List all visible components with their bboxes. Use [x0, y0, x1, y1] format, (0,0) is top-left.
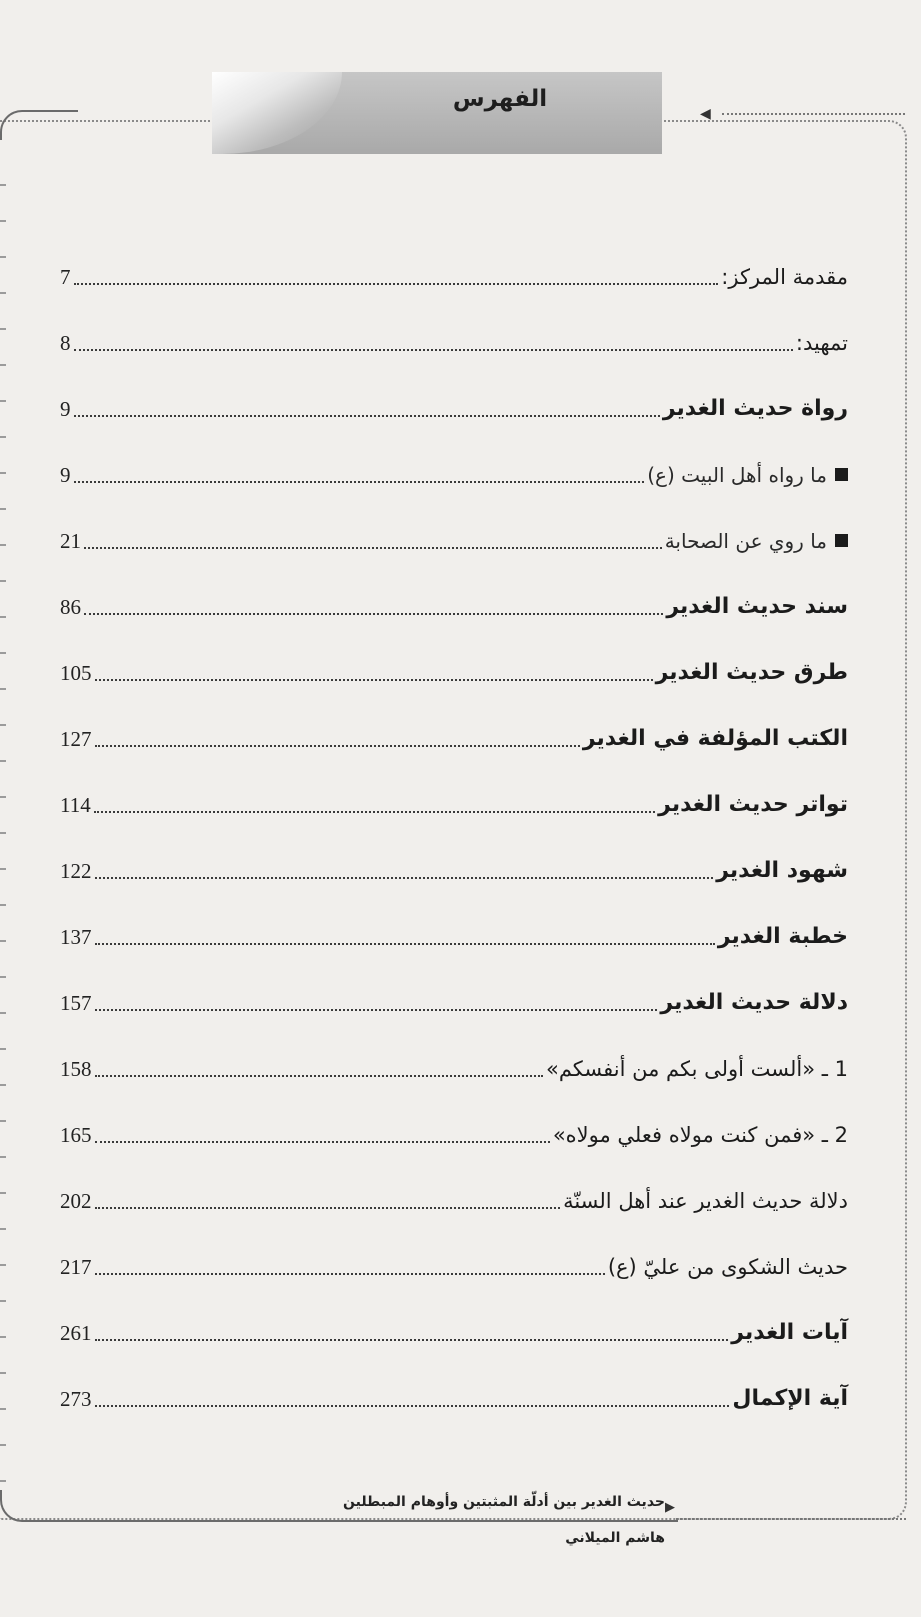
- toc-row[interactable]: [60, 908, 848, 952]
- toc-entry-title: مقدمة المركز:: [721, 265, 848, 289]
- toc-row[interactable]: [60, 1172, 848, 1216]
- toc-entry-title: دلالة حديث الغدير: [660, 990, 848, 1015]
- toc-entry-title: آيات الغدير: [731, 1320, 848, 1345]
- toc-row[interactable]: [60, 1040, 848, 1084]
- toc-entry-title: تواتر حديث الغدير: [658, 792, 848, 817]
- toc-page-number: 261: [60, 1321, 92, 1345]
- page-title: الفهرس: [452, 86, 548, 112]
- dot-leader: [74, 414, 660, 417]
- toc-entry-title: [665, 526, 848, 556]
- dot-leader: [84, 546, 662, 549]
- toc-page-number: 217: [60, 1255, 92, 1279]
- toc-entry-title: 2 ـ «فمن كنت مولاه فعلي مولاه»: [552, 1123, 848, 1147]
- dotted-leader: [722, 113, 905, 115]
- dot-leader: [84, 612, 663, 615]
- toc-entry-title: سند حديث الغدير: [666, 594, 848, 619]
- toc-page-number: 165: [60, 1123, 92, 1147]
- frame-corner-top: [0, 110, 78, 140]
- dot-leader: [95, 744, 580, 747]
- toc-row[interactable]: [60, 512, 848, 556]
- footer-pointer: [676, 1511, 906, 1527]
- toc-page-number: 137: [60, 925, 92, 949]
- square-bullet-icon: [835, 468, 848, 481]
- dot-leader: [95, 1338, 729, 1341]
- toc-page-number: 114: [60, 793, 91, 817]
- toc-row[interactable]: [60, 314, 848, 358]
- arrow-right-icon: ▶: [665, 1500, 675, 1515]
- toc-row[interactable]: [60, 644, 848, 688]
- toc-entry-title: تمهيد:: [795, 331, 848, 355]
- dot-leader: [95, 942, 715, 945]
- toc-row[interactable]: [60, 248, 848, 292]
- running-footer-author: هاشم الميلاني: [565, 1530, 665, 1546]
- toc-entry-title: 1 ـ «ألست أولى بكم من أنفسكم»: [545, 1057, 848, 1081]
- dotted-leader: [676, 1518, 906, 1520]
- toc-page-number: 86: [60, 595, 81, 619]
- toc-page-number: 202: [60, 1189, 92, 1213]
- arrow-left-icon: ◀: [700, 106, 711, 122]
- dot-leader: [95, 1206, 561, 1209]
- toc-entry-title: شهود الغدير: [716, 858, 848, 883]
- dot-leader: [74, 480, 645, 483]
- toc-row[interactable]: [60, 710, 848, 754]
- toc-entry-text: ما رواه أهل البيت (ع): [647, 463, 827, 487]
- toc-page-number: 9: [60, 463, 71, 487]
- toc-row[interactable]: [60, 1370, 848, 1414]
- toc-row[interactable]: [60, 578, 848, 622]
- toc-page-number: 21: [60, 529, 81, 553]
- toc-entry-title: [647, 460, 848, 490]
- dot-leader: [74, 348, 793, 351]
- running-footer-title: حديث الغدير بين أدلّة المثبتين وأوهام المبطلين: [343, 1494, 665, 1510]
- heading-pointer: [700, 107, 905, 121]
- toc-page-number: 127: [60, 727, 92, 751]
- dot-leader: [95, 1404, 730, 1407]
- table-of-contents: [60, 248, 848, 1438]
- dot-leader: [95, 1272, 605, 1275]
- toc-row[interactable]: [60, 776, 848, 820]
- dot-leader: [74, 282, 719, 285]
- toc-row[interactable]: [60, 446, 848, 490]
- toc-page-number: 9: [60, 397, 71, 421]
- dot-leader: [95, 678, 653, 681]
- toc-entry-title: طرق حديث الغدير: [655, 660, 848, 685]
- toc-page-number: 122: [60, 859, 92, 883]
- toc-page-number: 273: [60, 1387, 92, 1411]
- toc-entry-title: دلالة حديث الغدير عند أهل السنّة: [563, 1189, 848, 1213]
- toc-entry-title: رواة حديث الغدير: [662, 396, 848, 421]
- dot-leader: [95, 1140, 550, 1143]
- toc-entry-title: الكتب المؤلفة في الغدير: [582, 726, 848, 751]
- toc-row[interactable]: [60, 974, 848, 1018]
- toc-entry-title: حديث الشكوى من عليّ (ع): [607, 1255, 848, 1279]
- toc-row[interactable]: [60, 1238, 848, 1282]
- toc-row[interactable]: [60, 842, 848, 886]
- dot-leader: [95, 1008, 658, 1011]
- toc-page-number: 105: [60, 661, 92, 685]
- toc-row[interactable]: [60, 1106, 848, 1150]
- toc-row[interactable]: [60, 380, 848, 424]
- dot-leader: [94, 810, 655, 813]
- toc-page-number: 158: [60, 1057, 92, 1081]
- toc-entry-text: ما روي عن الصحابة: [664, 529, 827, 553]
- toc-row[interactable]: [60, 1304, 848, 1348]
- toc-entry-title: آية الإكمال: [732, 1386, 848, 1411]
- toc-page-number: 157: [60, 991, 92, 1015]
- square-bullet-icon: [835, 534, 848, 547]
- dot-leader: [95, 876, 714, 879]
- toc-entry-title: خطبة الغدير: [717, 924, 848, 949]
- toc-page-number: 7: [60, 265, 71, 289]
- toc-page-number: 8: [60, 331, 71, 355]
- dot-leader: [95, 1074, 543, 1077]
